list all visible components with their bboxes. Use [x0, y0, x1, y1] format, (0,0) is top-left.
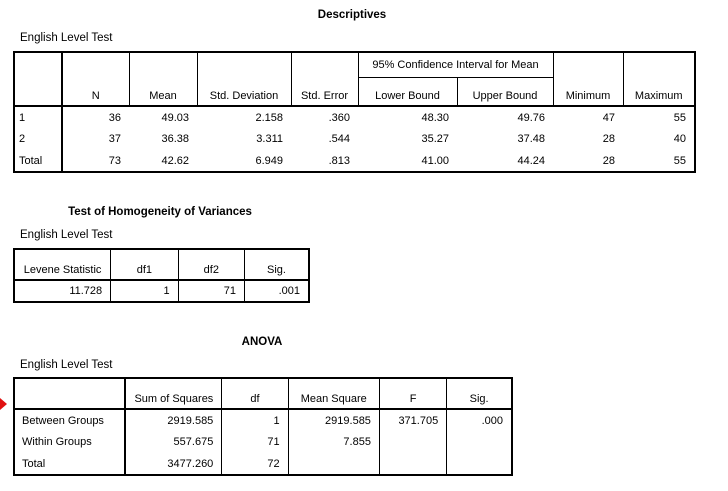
anova-table — [13, 377, 513, 476]
table-row — [14, 106, 695, 128]
cell-n: 36 — [108, 111, 121, 124]
anova-variable-label: English Level Test — [20, 359, 113, 371]
table-row — [14, 128, 695, 150]
homogeneity-header-df1: df1 — [111, 249, 178, 280]
table-row — [14, 431, 512, 453]
cell-f — [379, 453, 446, 475]
descriptives-table — [13, 51, 696, 173]
cell-df2: 71 — [178, 280, 244, 302]
anova-corner-cell — [14, 378, 125, 409]
descriptives-header-maximum: Maximum — [623, 52, 695, 106]
row-label: Total — [14, 453, 125, 475]
table-row — [14, 453, 512, 475]
row-marker-icon — [0, 398, 7, 410]
table-row — [14, 280, 309, 302]
cell-std-deviation: 2.158 — [255, 111, 283, 124]
cell-df: 1 — [222, 409, 288, 431]
cell-sig — [447, 453, 512, 475]
anova-header-sum-of-squares: Sum of Squares — [125, 378, 221, 409]
cell-n: 37 — [108, 133, 121, 145]
descriptives-corner-cell — [14, 52, 62, 106]
cell-sum-of-squares: 2919.585 — [125, 409, 221, 431]
cell-sig: .000 — [481, 414, 503, 427]
row-label: 1 — [14, 106, 62, 128]
homogeneity-title: Test of Homogeneity of Variances — [68, 206, 252, 218]
cell-std-error: .360 — [328, 111, 350, 124]
cell-mean-square — [288, 453, 379, 475]
cell-levene: 11.728 — [14, 280, 111, 302]
cell-df: 72 — [222, 453, 288, 475]
row-label: Total — [14, 150, 62, 172]
row-label: Within Groups — [14, 431, 125, 453]
anova-title: ANOVA — [241, 336, 283, 348]
descriptives-header-std-deviation: Std. Deviation — [197, 52, 291, 106]
descriptives-header-std-error: Std. Error — [291, 52, 358, 106]
cell-df: 71 — [222, 431, 288, 453]
cell-sum-of-squares: 557.675 — [125, 431, 221, 453]
cell-std-deviation: 6.949 — [255, 154, 283, 167]
descriptives-header-ci-group: 95% Confidence Interval for Mean — [358, 52, 553, 77]
cell-std-deviation: 3.311 — [256, 133, 283, 145]
descriptives-title: Descriptives — [317, 9, 387, 21]
anova-header-mean-square: Mean Square — [288, 378, 379, 409]
cell-mean-square: 7.855 — [288, 431, 379, 453]
table-row — [14, 409, 512, 431]
cell-mean: 42.62 — [161, 154, 189, 167]
cell-minimum: 47 — [602, 111, 616, 124]
cell-upper-bound: 37.48 — [517, 133, 546, 145]
cell-upper-bound: 44.24 — [517, 154, 546, 167]
cell-maximum: 55 — [673, 154, 687, 167]
cell-mean: 49.03 — [161, 111, 189, 124]
anova-header-f: F — [379, 378, 446, 409]
homogeneity-variable-label: English Level Test — [20, 229, 113, 241]
cell-mean: 36.38 — [161, 133, 189, 145]
cell-n: 73 — [108, 154, 121, 167]
row-label: 2 — [14, 128, 62, 150]
descriptives-header-lower-bound: Lower Bound — [358, 77, 457, 106]
cell-minimum: 28 — [602, 133, 616, 145]
homogeneity-header-sig: Sig. — [245, 249, 309, 280]
cell-sig — [447, 431, 512, 453]
cell-upper-bound: 49.76 — [517, 111, 546, 124]
cell-df1: 1 — [111, 280, 178, 302]
cell-std-error: .813 — [328, 154, 350, 167]
cell-f — [379, 431, 446, 453]
descriptives-header-minimum: Minimum — [553, 52, 623, 106]
cell-lower-bound: 35.27 — [421, 133, 449, 145]
cell-maximum: 40 — [673, 133, 687, 145]
descriptives-header-mean: Mean — [129, 52, 197, 106]
cell-maximum: 55 — [673, 111, 687, 124]
cell-mean-square: 2919.585 — [288, 409, 379, 431]
cell-minimum: 28 — [602, 154, 616, 167]
anova-header-sig: Sig. — [447, 378, 512, 409]
cell-sum-of-squares: 3477.260 — [125, 453, 221, 475]
cell-lower-bound: 48.30 — [421, 111, 449, 124]
cell-f: 371.705 — [379, 409, 446, 431]
descriptives-variable-label: English Level Test — [20, 32, 113, 44]
anova-header-df: df — [222, 378, 288, 409]
homogeneity-table — [13, 248, 310, 303]
cell-lower-bound: 41.00 — [421, 154, 449, 167]
table-row — [14, 150, 695, 172]
descriptives-header-upper-bound: Upper Bound — [457, 77, 553, 106]
homogeneity-header-levene: Levene Statistic — [14, 249, 111, 280]
cell-sig: .001 — [278, 285, 300, 297]
homogeneity-header-df2: df2 — [178, 249, 244, 280]
cell-std-error: .544 — [328, 133, 350, 145]
descriptives-header-n: N — [62, 52, 129, 106]
row-label: Between Groups — [14, 409, 125, 431]
